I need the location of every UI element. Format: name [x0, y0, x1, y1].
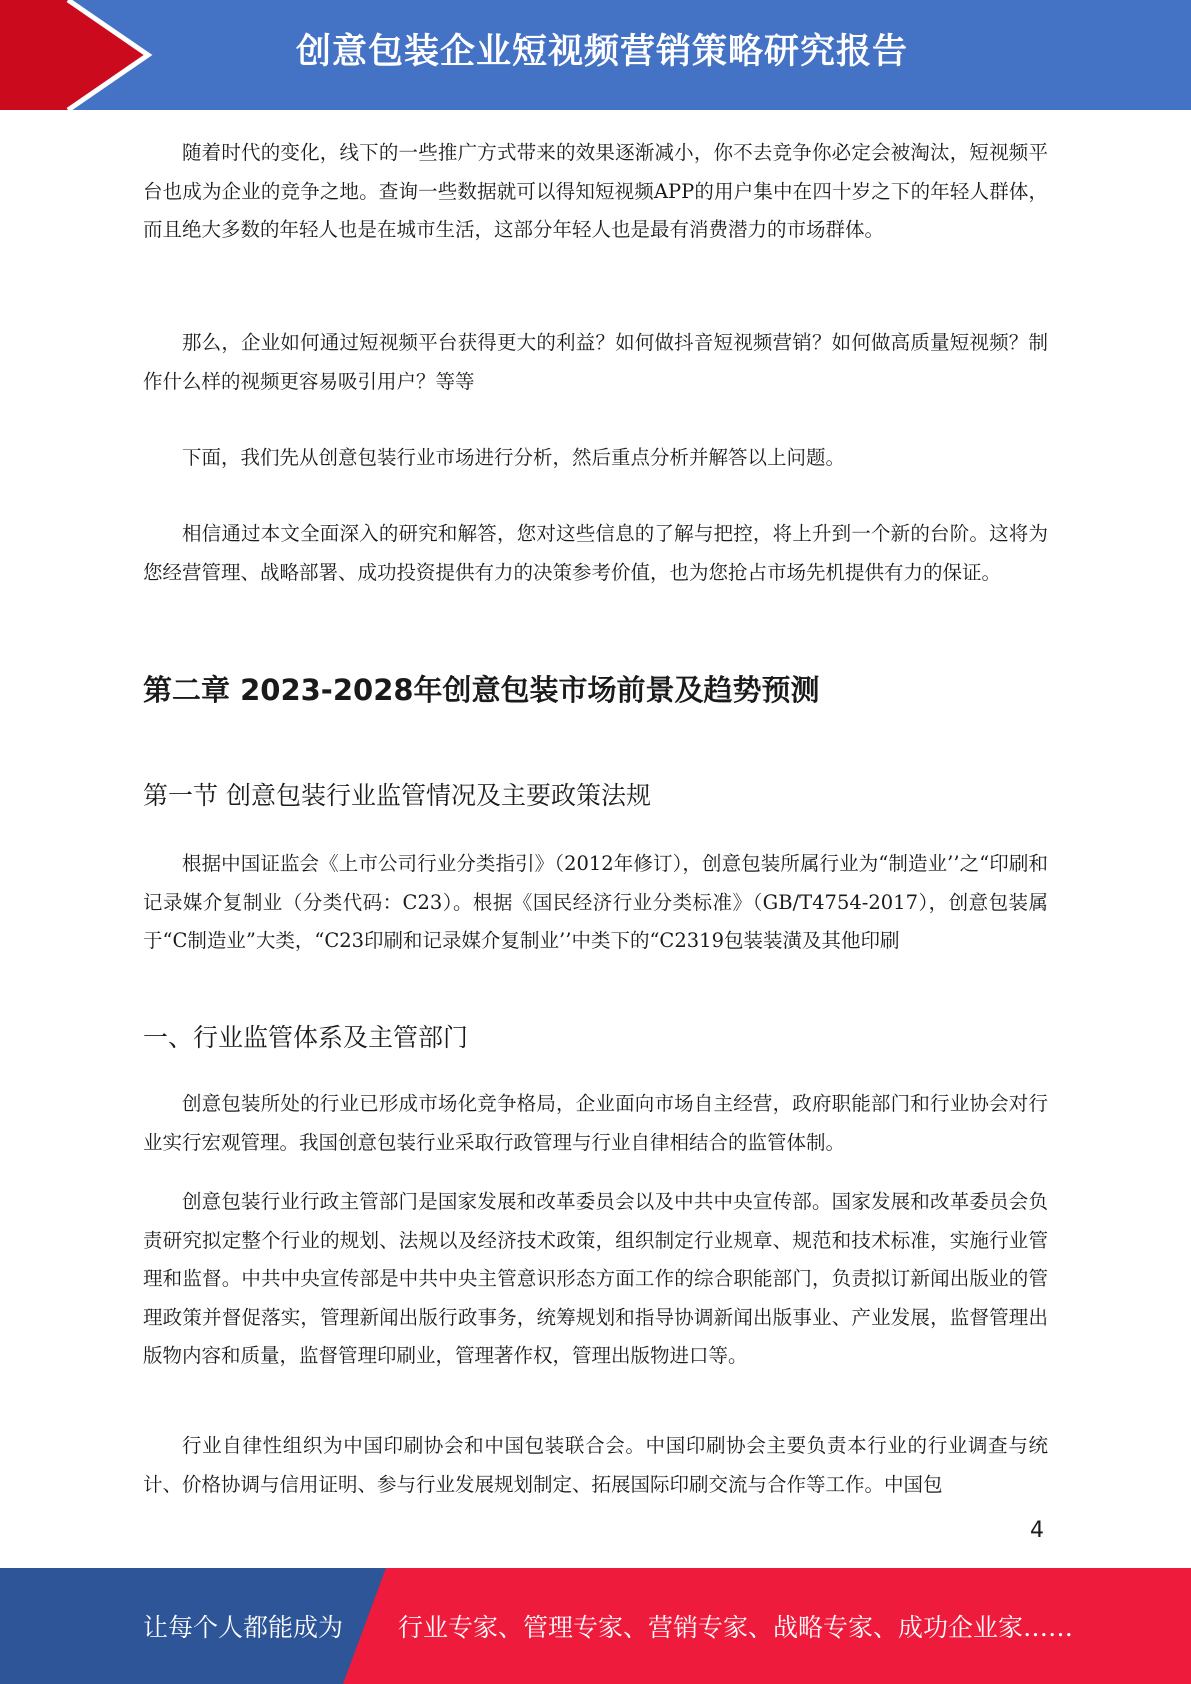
footer-banner [0, 1568, 1191, 1684]
header-banner [0, 0, 1191, 110]
section-heading: 第一节 创意包装行业监管情况及主要政策法规 [143, 781, 651, 810]
subsection-heading: 一、行业监管体系及主管部门 [143, 1023, 469, 1052]
paragraph-intro-3: 下面，我们先从创意包装行业市场进行分析，然后重点分析并解答以上问题。 [182, 446, 846, 469]
paragraph-intro-2: 那么，企业如何通过短视频平台获得更大的利益？如何做抖音短视频营销？如何做高质量短视频？制作什么样的视频更容易吸引用户？等等 [143, 331, 1048, 393]
page-number: 4 [1030, 1518, 1044, 1543]
report-title: 创意包装企业短视频营销策略研究报告 [296, 32, 909, 72]
paragraph-intro-1: 随着时代的变化，线下的一些推广方式带来的效果逐渐减小，你不去竞争你必定会被淘汰，短视频平台也成为企业的竞争之地。查询一些数据就可以得知短视频APP的用户集中在四十岁之下的年轻人群体，而且绝大多数的年轻人也是在城市生活，这部分年轻人也是最有消费潜力的市场群体。 [143, 141, 1048, 241]
footer-slogan-left: 让每个人都能成为 [143, 1613, 344, 1642]
paragraph-regulation-3: 行业自律性组织为中国印刷协会和中国包装联合会。中国印刷协会主要负责本行业的行业调查与统计、价格协调与信用证明、参与行业发展规划制定、拓展国际印刷交流与合作等工作。中国包 [143, 1434, 1048, 1496]
paragraph-classification: 根据中国证监会《上市公司行业分类指引》（2012年修订），创意包装所属行业为“制造业’’之“印刷和记录媒介复制业（分类代码：C23）。根据《国民经济行业分类标准》（GB/T4754-2017），创意包装属于“C制造业”大类，“C23印刷和记录媒介复制业’’中类下的“C2319包装装潢及其他印刷 [143, 852, 1048, 952]
chapter-heading: 第二章 2023-2028年创意包装市场前景及趋势预测 [143, 673, 820, 707]
paragraph-intro-4: 相信通过本文全面深入的研究和解答，您对这些信息的了解与把控，将上升到一个新的台阶。这将为您经营管理、战略部署、成功投资提供有力的决策参考价值，也为您抢占市场先机提供有力的保证。 [143, 522, 1048, 584]
paragraph-regulation-1: 创意包装所处的行业已形成市场化竞争格局，企业面向市场自主经营，政府职能部门和行业协会对行业实行宏观管理。我国创意包装行业采取行政管理与行业自律相结合的监管体制。 [143, 1092, 1048, 1154]
paragraph-regulation-2: 创意包装行业行政主管部门是国家发展和改革委员会以及中共中央宣传部。国家发展和改革委员会负责研究拟定整个行业的规划、法规以及经济技术政策，组织制定行业规章、规范和技术标准，实施行业管理和监督。中共中央宣传部是中共中央主管意识形态方面工作的综合职能部门，负责拟订新闻出版业的管理政策并督促落实，管理新闻出版行政事务，统筹规划和指导协调新闻出版事业、产业发展，监督管理出版物内容和质量，监督管理印刷业，管理著作权，管理出版物进口等。 [143, 1190, 1048, 1367]
footer-slogan-right: 行业专家、管理专家、营销专家、战略专家、成功企业家…… [398, 1613, 1074, 1642]
header-red-arrow [0, 0, 148, 110]
